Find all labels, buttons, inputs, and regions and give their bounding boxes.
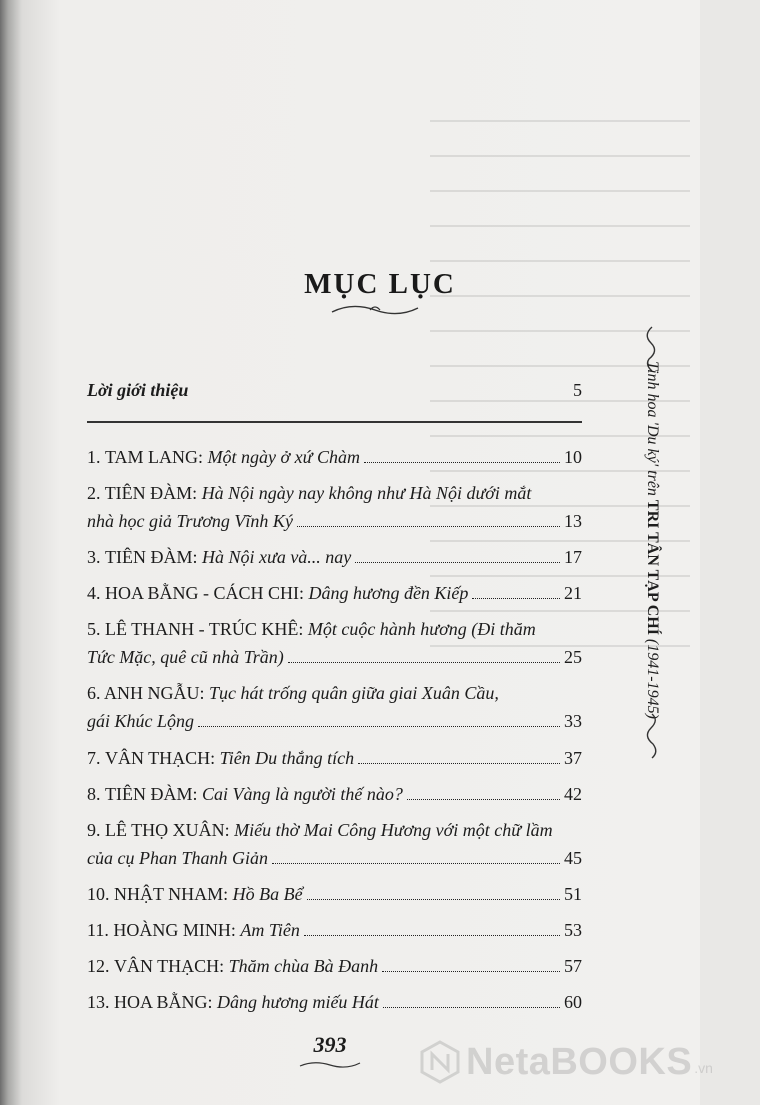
- toc-page-number: 33: [564, 711, 582, 731]
- toc-leader: [382, 971, 560, 972]
- toc-page-number: 13: [564, 511, 582, 531]
- toc-number: 12.: [87, 956, 110, 976]
- toc-title: Dâng hương miếu Hát: [217, 992, 379, 1012]
- spine-ornament-icon: [641, 712, 663, 760]
- divider: [87, 421, 582, 423]
- toc-leader: [198, 726, 560, 727]
- toc-number: 5.: [87, 619, 101, 639]
- toc-title: Một cuộc hành hương (Đi thăm: [307, 619, 536, 639]
- watermark-logo-icon: [418, 1040, 462, 1084]
- toc-author: HOA BẰNG:: [114, 992, 213, 1012]
- toc-page-number: 45: [564, 848, 582, 868]
- toc-author: LÊ THANH - TRÚC KHÊ:: [105, 619, 304, 639]
- running-head-prefix: Tinh hoa 'Du ký' trên: [644, 361, 661, 496]
- toc-leader: [472, 598, 560, 599]
- toc-number: 13.: [87, 992, 110, 1012]
- toc-number: 4.: [87, 583, 101, 603]
- toc-title: Hà Nội xưa và... nay: [202, 547, 352, 567]
- toc-title-continued: nhà học giả Trương Vĩnh Ký: [87, 511, 293, 531]
- toc-number: 8.: [87, 784, 101, 804]
- toc-entry[interactable]: [87, 615, 582, 671]
- toc-page-number: 51: [564, 884, 582, 904]
- toc-page-number: 25: [564, 647, 582, 667]
- toc-entry-intro[interactable]: [87, 376, 582, 404]
- toc-title: Dâng hương đền Kiếp: [308, 583, 469, 603]
- toc-page-number: 5: [573, 380, 582, 400]
- toc-entry[interactable]: [87, 952, 582, 980]
- toc-author: VÂN THẠCH:: [114, 956, 225, 976]
- toc-entry[interactable]: [87, 816, 582, 872]
- folio-ornament-icon: [298, 1058, 362, 1070]
- toc-number: 7.: [87, 748, 101, 768]
- toc-leader: [407, 799, 560, 800]
- toc-author: NHẬT NHAM:: [114, 884, 229, 904]
- watermark-suffix: .vn: [694, 1060, 713, 1076]
- toc-title: Cai Vàng là người thế nào?: [202, 784, 403, 804]
- toc-author: TAM LANG:: [105, 447, 204, 467]
- running-head: [643, 361, 661, 719]
- page-number: 393: [313, 1032, 347, 1057]
- toc-title: Miếu thờ Mai Công Hương với một chữ lầm: [234, 820, 553, 840]
- toc-title: Hà Nội ngày nay không như Hà Nội dưới mắt: [201, 483, 532, 503]
- toc-author: TIÊN ĐÀM:: [105, 784, 198, 804]
- toc-entry[interactable]: [87, 780, 582, 808]
- toc-entry[interactable]: [87, 543, 582, 571]
- toc-number: 10.: [87, 884, 110, 904]
- toc-number: 1.: [87, 447, 101, 467]
- toc-number: 11.: [87, 920, 109, 940]
- toc-title-continued: của cụ Phan Thanh Giản: [87, 848, 268, 868]
- toc-author: LÊ THỌ XUÂN:: [105, 820, 230, 840]
- toc-leader: [383, 1007, 560, 1008]
- watermark-brand: NetaBOOKS: [466, 1040, 693, 1083]
- title-ornament-icon: [330, 300, 420, 320]
- toc-leader: [288, 662, 560, 663]
- toc-entry[interactable]: [87, 916, 582, 944]
- toc-page-number: 57: [564, 956, 582, 976]
- running-head-years: (1941-1945): [644, 638, 661, 719]
- toc-page-number: 37: [564, 748, 582, 768]
- toc-title: Tục hát trống quân giữa giai Xuân Cầu,: [209, 683, 499, 703]
- toc-title-continued: gái Khúc Lộng: [87, 711, 195, 731]
- toc-entry[interactable]: [87, 443, 582, 471]
- toc-leader: [272, 863, 560, 864]
- toc-author: HOA BẰNG - CÁCH CHI:: [105, 583, 305, 603]
- toc-author: ANH NGẪU:: [104, 683, 205, 703]
- toc-number: 9.: [87, 820, 101, 840]
- toc-leader: [297, 526, 560, 527]
- toc-number: 6.: [87, 683, 101, 703]
- toc-number: 3.: [87, 547, 101, 567]
- page-title: MỤC LỤC: [304, 268, 456, 300]
- toc-leader: [355, 562, 560, 563]
- toc-leader: [364, 462, 560, 463]
- toc-leader: [358, 763, 560, 764]
- toc-page-number: 53: [564, 920, 582, 940]
- toc-title: Tiên Du thắng tích: [219, 748, 355, 768]
- toc-page-number: 10: [564, 447, 582, 467]
- toc-intro-label: Lời giới thiệu: [87, 380, 189, 400]
- toc-title-continued: Tức Mặc, quê cũ nhà Trần): [87, 647, 284, 667]
- toc-title: Một ngày ở xứ Chàm: [207, 447, 360, 467]
- toc-author: VÂN THẠCH:: [105, 748, 216, 768]
- toc-title: Hồ Ba Bể: [232, 884, 303, 904]
- toc-leader: [304, 935, 560, 936]
- toc-entry[interactable]: [87, 744, 582, 772]
- running-head-title: TRI TÂN TẠP CHÍ: [644, 499, 661, 635]
- toc-page-number: 21: [564, 583, 582, 603]
- toc-number: 2.: [87, 483, 101, 503]
- toc-entry[interactable]: [87, 479, 582, 535]
- toc-page-number: 42: [564, 784, 582, 804]
- toc-author: TIÊN ĐÀM:: [104, 483, 198, 503]
- toc-title: Thăm chùa Bà Đanh: [228, 956, 379, 976]
- watermark: [418, 1040, 713, 1084]
- toc-page-number: 17: [564, 547, 582, 567]
- toc-author: HOÀNG MINH:: [113, 920, 236, 940]
- toc-page-number: 60: [564, 992, 582, 1012]
- toc-title: Am Tiên: [240, 920, 300, 940]
- toc-entry[interactable]: [87, 880, 582, 908]
- toc-author: TIÊN ĐÀM:: [105, 547, 198, 567]
- toc-entry[interactable]: [87, 679, 582, 735]
- toc-entry[interactable]: [87, 579, 582, 607]
- toc-entry[interactable]: [87, 988, 582, 1016]
- toc-leader: [307, 899, 560, 900]
